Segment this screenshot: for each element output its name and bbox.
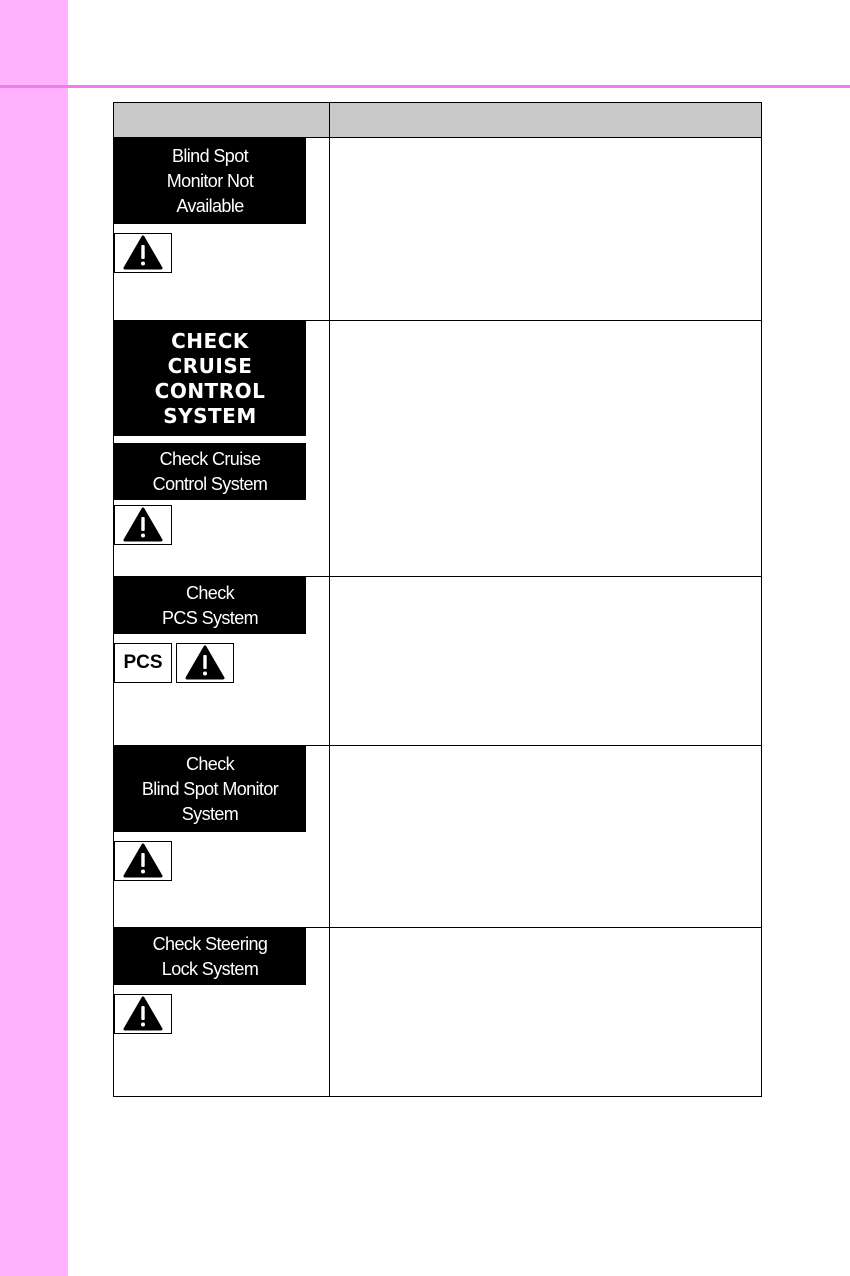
table-row bbox=[114, 746, 762, 928]
side-color-band bbox=[0, 0, 68, 1276]
message-cell bbox=[114, 577, 330, 746]
header-rule bbox=[0, 85, 850, 88]
warning-triangle-icon bbox=[114, 505, 172, 545]
header-cell-details bbox=[330, 103, 762, 138]
display-line: Blind Spot Monitor bbox=[141, 778, 279, 799]
table-row bbox=[114, 928, 762, 1097]
warning-triangle-icon bbox=[114, 994, 172, 1034]
display-line: CRUISE bbox=[167, 353, 253, 378]
display-line: CONTROL bbox=[154, 378, 266, 403]
display-line: Blind Spot bbox=[171, 145, 249, 166]
display-message bbox=[114, 138, 306, 224]
display-message bbox=[114, 443, 306, 500]
display-line: SYSTEM bbox=[163, 403, 257, 428]
message-cell bbox=[114, 928, 330, 1097]
display-message-large bbox=[114, 321, 306, 436]
table-row bbox=[114, 321, 762, 577]
display-line: CHECK bbox=[171, 328, 249, 353]
table-row bbox=[114, 577, 762, 746]
display-message bbox=[114, 928, 306, 985]
display-line: System bbox=[181, 803, 239, 824]
warning-triangle-icon bbox=[114, 841, 172, 881]
pcs-indicator-label: PCS bbox=[123, 652, 163, 673]
table-header-row bbox=[114, 103, 762, 138]
pcs-indicator-icon bbox=[114, 643, 172, 683]
header-cell-message bbox=[114, 103, 330, 138]
display-line: Control System bbox=[152, 473, 268, 494]
display-line: Check bbox=[185, 582, 235, 603]
display-message bbox=[114, 577, 306, 634]
display-line: Check bbox=[185, 753, 235, 774]
table-row bbox=[114, 138, 762, 321]
display-line: Monitor Not bbox=[166, 170, 254, 191]
details-cell bbox=[330, 928, 762, 1097]
details-cell bbox=[330, 577, 762, 746]
display-line: Check Cruise bbox=[159, 448, 261, 469]
details-cell bbox=[330, 321, 762, 577]
message-cell bbox=[114, 746, 330, 928]
details-cell bbox=[330, 138, 762, 321]
display-line: Check Steering bbox=[152, 933, 268, 954]
display-message bbox=[114, 746, 306, 832]
display-line: Lock System bbox=[161, 958, 259, 979]
warning-triangle-icon bbox=[114, 233, 172, 273]
display-line: Available bbox=[176, 195, 244, 216]
warning-message-table bbox=[113, 102, 762, 1097]
message-cell bbox=[114, 138, 330, 321]
details-cell bbox=[330, 746, 762, 928]
warning-triangle-icon bbox=[176, 643, 234, 683]
display-line: PCS System bbox=[161, 607, 259, 628]
message-cell bbox=[114, 321, 330, 577]
